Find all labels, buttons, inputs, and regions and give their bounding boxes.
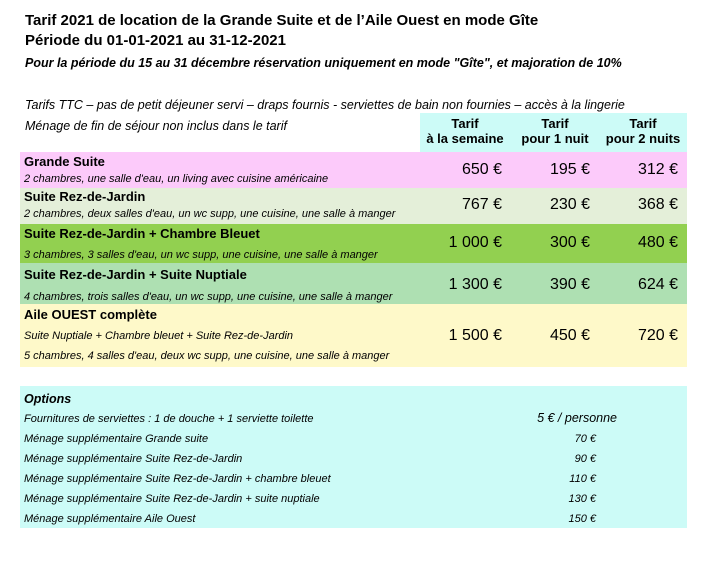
row-name: Suite Rez-de-Jardin + Suite Nuptiale xyxy=(24,267,247,282)
price-2nights: 720 € xyxy=(637,327,678,344)
option-price: 150 € xyxy=(568,513,596,525)
col-week-line1: Tarif xyxy=(451,116,479,131)
row-desc: Suite Nuptiale + Chambre bleuet + Suite Rez-de-Jardin xyxy=(24,330,294,342)
col-2nights-line1: Tarif xyxy=(629,116,657,131)
price-2nights: 480 € xyxy=(637,234,678,251)
price-2nights: 368 € xyxy=(637,196,678,213)
price-week: 1 000 € xyxy=(448,234,502,251)
row-name: Aile OUEST complète xyxy=(24,307,157,322)
option-label: Ménage supplémentaire Suite Rez-de-Jardin + chambre bleuet xyxy=(24,473,331,485)
option-label: Ménage supplémentaire Suite Rez-de-Jardin + suite nuptiale xyxy=(24,493,320,505)
price-2nights: 312 € xyxy=(637,161,678,178)
price-week: 650 € xyxy=(461,161,502,178)
row-desc: 2 chambres, une salle d'eau, un living avec cuisine américaine xyxy=(24,173,329,185)
row-desc: 4 chambres, trois salles d'eau, un wc supp, une cuisine, une salle à manger xyxy=(24,291,393,303)
price-1night: 230 € xyxy=(549,196,590,213)
col-1night-line2: pour 1 nuit xyxy=(521,131,589,146)
december-notice: Pour la période du 15 au 31 décembre réservation uniquement en mode "Gîte", et majoration de 10% xyxy=(25,56,622,70)
option-label: Fournitures de serviettes : 1 de douche + 1 serviette toilette xyxy=(24,413,314,425)
col-1night-line1: Tarif xyxy=(541,116,569,131)
price-1night: 390 € xyxy=(549,276,590,293)
col-week-line2: à la semaine xyxy=(426,131,504,146)
price-1night: 450 € xyxy=(549,327,590,344)
option-label: Ménage supplémentaire Suite Rez-de-Jardin xyxy=(24,453,243,465)
col-week-header xyxy=(422,116,508,146)
row-name: Grande Suite xyxy=(24,154,105,169)
option-price: 110 € xyxy=(569,473,596,485)
price-week: 1 500 € xyxy=(448,327,502,344)
options-title: Options xyxy=(24,392,72,406)
option-price: 130 € xyxy=(568,493,596,505)
row-name: Suite Rez-de-Jardin + Chambre Bleuet xyxy=(24,226,260,241)
option-label: Ménage supplémentaire Aile Ouest xyxy=(24,513,196,525)
option-price: 70 € xyxy=(574,433,596,445)
price-week: 767 € xyxy=(461,196,502,213)
row-desc: 2 chambres, deux salles d'eau, un wc supp, une cuisine, une salle à manger xyxy=(24,208,396,220)
col-2nights-header xyxy=(600,116,686,146)
option-label: Ménage supplémentaire Grande suite xyxy=(24,433,209,445)
tariff-conditions: Tarifs TTC – pas de petit déjeuner servi – draps fournis - serviettes de bain non fournies – accès à la lingerie xyxy=(25,98,625,112)
option-price: 5 € / personne xyxy=(537,411,617,425)
col-2nights-line2: pour 2 nuits xyxy=(605,131,681,146)
cleaning-note: Ménage de fin de séjour non inclus dans le tarif xyxy=(25,119,287,133)
price-1night: 300 € xyxy=(549,234,590,251)
row-desc: 3 chambres, 3 salles d'eau, un wc supp, une cuisine, une salle à manger xyxy=(24,249,378,261)
price-2nights: 624 € xyxy=(637,276,678,293)
page-title: Tarif 2021 de location de la Grande Suite et de l’Aile Ouest en mode Gîte xyxy=(25,12,539,29)
option-price: 90 € xyxy=(574,453,596,465)
row-name: Suite Rez-de-Jardin xyxy=(24,189,146,204)
row-desc: 5 chambres, 4 salles d'eau, deux wc supp, une cuisine, une salle à manger xyxy=(24,350,390,362)
price-week: 1 300 € xyxy=(448,276,502,293)
period-title: Période du 01-01-2021 au 31-12-2021 xyxy=(25,32,286,49)
price-1night: 195 € xyxy=(549,161,590,178)
col-1night-header xyxy=(512,116,598,146)
